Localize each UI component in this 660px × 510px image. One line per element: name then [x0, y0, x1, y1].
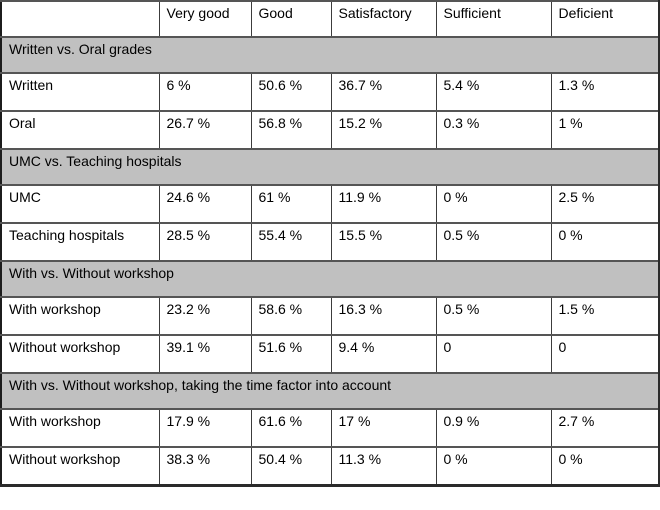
section-header-row	[1, 149, 659, 185]
value-cell: 56.8 %	[251, 111, 331, 149]
value-cell: 0 %	[436, 447, 551, 485]
value-cell: 1.5 %	[551, 297, 659, 335]
value-cell: 15.5 %	[331, 223, 436, 261]
row-label-cell: Teaching hospitals	[1, 223, 159, 261]
value-cell: 2.5 %	[551, 185, 659, 223]
header-cell-satisfactory: Satisfactory	[331, 1, 436, 37]
value-cell: 39.1 %	[159, 335, 251, 373]
value-cell: 0.3 %	[436, 111, 551, 149]
value-cell: 0.9 %	[436, 409, 551, 447]
value-cell: 2.7 %	[551, 409, 659, 447]
row-label-cell: With workshop	[1, 297, 159, 335]
section-title: With vs. Without workshop, taking the time factor into account	[1, 373, 659, 409]
value-cell: 0.5 %	[436, 297, 551, 335]
value-cell: 6 %	[159, 73, 251, 111]
row-label-cell: Without workshop	[1, 447, 159, 485]
value-cell: 9.4 %	[331, 335, 436, 373]
value-cell: 1.3 %	[551, 73, 659, 111]
value-cell: 0	[551, 335, 659, 373]
value-cell: 0	[436, 335, 551, 373]
header-cell-good: Good	[251, 1, 331, 37]
header-cell-sufficient: Sufficient	[436, 1, 551, 37]
value-cell: 0.5 %	[436, 223, 551, 261]
row-label-cell: Written	[1, 73, 159, 111]
value-cell: 1 %	[551, 111, 659, 149]
value-cell: 17.9 %	[159, 409, 251, 447]
header-cell-very-good: Very good	[159, 1, 251, 37]
value-cell: 38.3 %	[159, 447, 251, 485]
header-cell-deficient: Deficient	[551, 1, 659, 37]
section-title: Written vs. Oral grades	[1, 37, 659, 73]
value-cell: 36.7 %	[331, 73, 436, 111]
header-row	[1, 1, 659, 37]
section-title: UMC vs. Teaching hospitals	[1, 149, 659, 185]
header-cell-empty	[1, 1, 159, 37]
table-row	[1, 335, 659, 373]
value-cell: 50.6 %	[251, 73, 331, 111]
row-label-cell: Oral	[1, 111, 159, 149]
section-header-row	[1, 261, 659, 297]
value-cell: 58.6 %	[251, 297, 331, 335]
table-row	[1, 73, 659, 111]
value-cell: 0 %	[436, 185, 551, 223]
row-label-cell: UMC	[1, 185, 159, 223]
section-header-row	[1, 37, 659, 73]
section-header-row	[1, 373, 659, 409]
value-cell: 16.3 %	[331, 297, 436, 335]
value-cell: 61.6 %	[251, 409, 331, 447]
value-cell: 61 %	[251, 185, 331, 223]
value-cell: 11.3 %	[331, 447, 436, 485]
table-row	[1, 185, 659, 223]
value-cell: 23.2 %	[159, 297, 251, 335]
value-cell: 17 %	[331, 409, 436, 447]
value-cell: 51.6 %	[251, 335, 331, 373]
table-row	[1, 409, 659, 447]
value-cell: 15.2 %	[331, 111, 436, 149]
value-cell: 0 %	[551, 447, 659, 485]
table-row	[1, 297, 659, 335]
value-cell: 11.9 %	[331, 185, 436, 223]
value-cell: 55.4 %	[251, 223, 331, 261]
value-cell: 50.4 %	[251, 447, 331, 485]
table-row	[1, 111, 659, 149]
value-cell: 28.5 %	[159, 223, 251, 261]
table-row	[1, 223, 659, 261]
section-title: With vs. Without workshop	[1, 261, 659, 297]
row-label-cell: With workshop	[1, 409, 159, 447]
value-cell: 24.6 %	[159, 185, 251, 223]
value-cell: 5.4 %	[436, 73, 551, 111]
table-row	[1, 447, 659, 485]
value-cell: 26.7 %	[159, 111, 251, 149]
row-label-cell: Without workshop	[1, 335, 159, 373]
value-cell: 0 %	[551, 223, 659, 261]
